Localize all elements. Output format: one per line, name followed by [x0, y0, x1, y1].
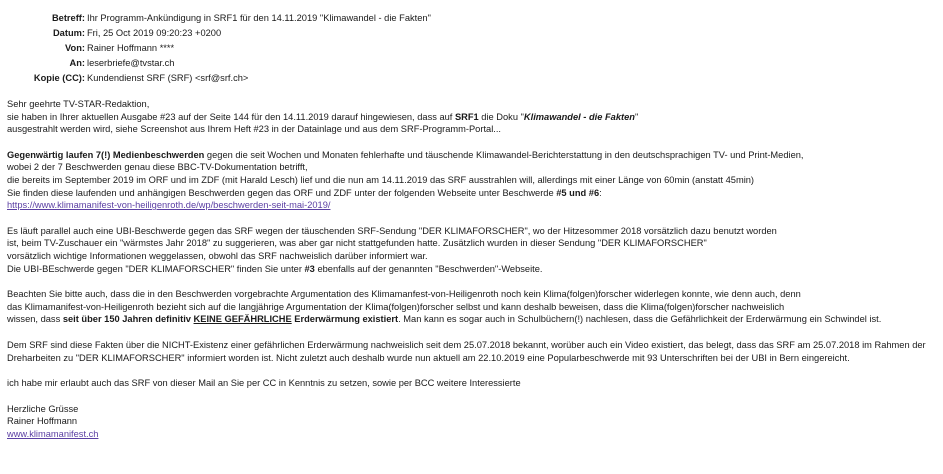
cc-value: Kundendienst SRF (SRF) <srf@srf.ch> [87, 73, 249, 83]
greeting: Sehr geehrte TV-STAR-Redaktion, [7, 99, 150, 109]
text-run-bold: SRF1 [454, 111, 479, 122]
subject-value: Ihr Programm-Ankündigung in SRF1 für den 14.11.2019 "Klimawandel - die Fakten" [87, 13, 431, 23]
paragraph-argument [7, 288, 937, 326]
complaints-line-4 [7, 187, 937, 200]
signature [7, 403, 937, 441]
paragraph-facts [7, 339, 937, 364]
signature-link[interactable]: www.klimamanifest.ch [7, 428, 99, 439]
ubi-line-2: ist, beim TV-Zuschauer ein "wärmstes Jahr 2018" zu suggerieren, was aber gar nicht stattgefunden hatte. Zusätzlich wurden in dieser Sendung "DER KLIMAFORSCHER" [7, 238, 707, 249]
subject-label: Betreff: [51, 13, 85, 23]
from-label: Von: [65, 43, 85, 53]
text-run: . Man kann es sogar auch in Schulbüchern(!) nachlesen, dass die Gefährlichkeit der Erderwärmung ein Schwindel ist. [398, 314, 882, 325]
signature-name: Rainer Hoffmann [7, 416, 78, 427]
to-row [10, 56, 431, 71]
date-row [10, 26, 431, 41]
complaints-link-line [7, 199, 937, 212]
text-run: gegen die seit Wochen und Monaten fehlerhafte und täuschende Klimawandel-Berichterstattung in den deutschsprachigen TV- und Print-Medien, [204, 149, 804, 160]
date-value: Fri, 25 Oct 2019 09:20:23 +0200 [87, 28, 222, 38]
text-run: sie haben in Ihrer aktuellen Ausgabe #23 auf der Seite 144 für den 14.11.2019 darauf hingewiesen, dass auf [7, 111, 455, 122]
facts-line-1: Dem SRF sind diese Fakten über die NICHT-Existenz einer gefährlichen Erderwärmung nachweislich seit dem 25.07.2018 bekannt, worüber auch ein Video existiert, das belegt, dass das SRF am 25.07.2018 im Rahmen der [7, 339, 926, 350]
text-run-bold: seit über 150 Jahren definitiv [62, 314, 194, 325]
ubi-line-3: vorsätzlich wichtige Informationen weggelassen, obwohl das SRF nachweislich darüber informiert war. [7, 250, 428, 261]
paragraph-cc-note [7, 377, 937, 390]
argument-line-3 [7, 313, 937, 326]
complaints-link[interactable]: https://www.klimamanifest-von-heiligenroth.de/wp/beschwerden-seit-mai-2019/ [7, 200, 331, 211]
date-label: Datum: [52, 28, 85, 38]
text-run: Sie finden diese laufenden und anhängigen Beschwerden gegen das ORF und ZDF unter der folgenden Webseite unter Beschwerde [7, 187, 557, 198]
cc-label: Kopie (CC): [33, 73, 85, 83]
ubi-line-4 [7, 263, 937, 276]
text-run: " [634, 111, 639, 122]
paragraph-intro [7, 98, 937, 136]
text-run: : [599, 187, 602, 198]
cc-row [10, 71, 431, 86]
text-run: Die UBI-BEschwerde gegen "DER KLIMAFORSCHER" finden Sie unter [7, 263, 305, 274]
text-run-bold: #5 und #6 [556, 187, 600, 198]
text-run: ebenfalls auf der genannten "Beschwerden"-Webseite. [314, 263, 543, 274]
signature-closing: Herzliche Grüsse [7, 403, 79, 414]
from-row [10, 41, 431, 56]
intro-line-2 [7, 111, 937, 124]
text-run: wissen, dass [7, 314, 63, 325]
paragraph-complaints [7, 149, 937, 212]
signature-link-line [7, 428, 937, 441]
complaints-line-3: die bereits im September 2019 im ORF und im ZDF (mit Harald Lesch) lief und die nun am 14.11.2019 das SRF ausstrahlen will, allerdings mit einer Länge von 60min (anstatt 45min) [7, 174, 755, 185]
argument-line-2: das Klimamanifest-von-Heiligenroth bezieht sich auf die langjährige Argumentation der Klima(folgen)forscher selbst und kann deshalb beweisen, dass die Klima(folgen)forscher nachweislich [7, 301, 785, 312]
argument-line-1: Beachten Sie bitte auch, dass die in den Beschwerden vorgebrachte Argumentation des Klimamanfest-von-Heiligenroth noch kein Klima(folgen)forscher widerlegen konnte, wie denn auch, denn [7, 289, 801, 300]
text-run-bold: Gegenwärtig laufen 7(!) Medienbeschwerden [7, 149, 205, 160]
text-run-bold: Erderwärmung existiert [291, 314, 399, 325]
cc-note-line: ich habe mir erlaubt auch das SRF von dieser Mail an Sie per CC in Kenntnis zu setzen, sowie per BCC weitere Interessierte [7, 378, 521, 389]
paragraph-ubi [7, 225, 937, 275]
text-run-bold: #3 [304, 263, 315, 274]
email-header [10, 11, 431, 86]
ubi-line-1: Es läuft parallel auch eine UBI-Beschwerde gegen das SRF wegen der täuschenden SRF-Sendung "DER KLIMAFORSCHER", wo der Hitzesommer 2018 vorsätzlich dazu benutzt worden [7, 225, 777, 236]
complaints-line-1 [7, 149, 937, 162]
text-run-bold-underline: KEINE GEFÄHRLICHE [193, 314, 292, 325]
to-label: An: [69, 58, 85, 68]
intro-line-3: ausgestrahlt werden wird, siehe Screenshot aus Ihrem Heft #23 in der Datainlage und aus dem SRF-Programm-Portal... [7, 124, 502, 135]
to-value: leserbriefe@tvstar.ch [87, 58, 175, 68]
facts-line-2: Dreharbeiten zu "DER KLIMAFORSCHER" informiert worden ist. Nicht zuletzt auch deshalb wurde nun aktuell am 22.10.2019 eine Popularbeschwerde mit 93 Unterschriften bei der UBI in Bern eingereicht. [7, 352, 850, 363]
complaints-line-2: wobei 2 der 7 Beschwerden genau diese BBC-TV-Dokumentation betrifft, [7, 162, 308, 173]
text-run-bold-italic: Klimawandel - die Fakten [523, 111, 635, 122]
subject-row [10, 11, 431, 26]
text-run: die Doku " [478, 111, 524, 122]
email-body [7, 98, 937, 453]
from-value: Rainer Hoffmann **** [87, 43, 175, 53]
